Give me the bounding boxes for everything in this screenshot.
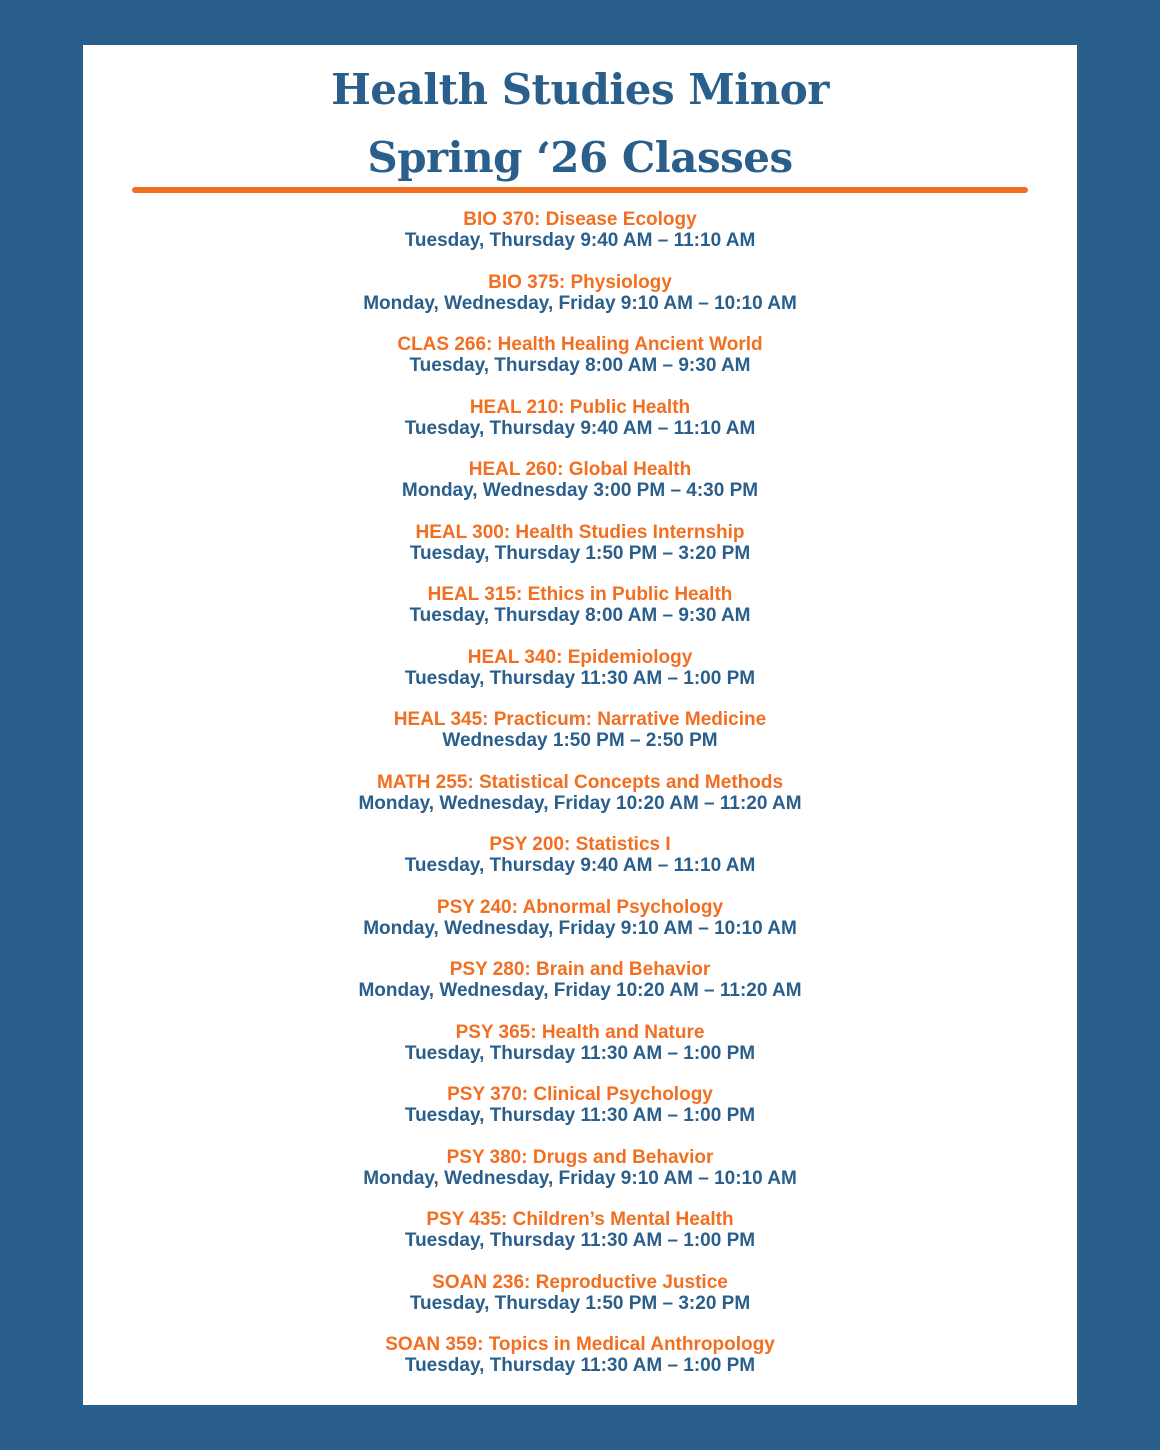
- course-name: SOAN 359: Topics in Medical Anthropology: [385, 1334, 775, 1355]
- course-entry: [83, 647, 1077, 710]
- course-name: PSY 200: Statistics I: [489, 834, 671, 855]
- course-name: HEAL 340: Epidemiology: [467, 646, 693, 668]
- course-name: PSY 435: Children’s Mental Health: [426, 1209, 734, 1230]
- course-list: [83, 209, 1077, 1397]
- course-schedule: Monday, Wednesday, Friday 9:10 AM – 10:10 AM: [363, 917, 797, 939]
- course-entry: [83, 334, 1077, 397]
- course-schedule: Monday, Wednesday 3:00 PM – 4:30 PM: [401, 480, 759, 501]
- course-entry: [83, 522, 1077, 585]
- course-entry: [83, 1147, 1077, 1210]
- course-name: HEAL 300: Health Studies Internship: [415, 521, 745, 543]
- orange-divider: [132, 187, 1028, 193]
- course-entry: [83, 209, 1077, 272]
- course-entry: [83, 834, 1077, 897]
- course-entry: [83, 1272, 1077, 1335]
- course-entry: [83, 1334, 1077, 1397]
- course-schedule: Tuesday, Thursday 8:00 AM – 9:30 AM: [409, 605, 751, 626]
- course-entry: [83, 584, 1077, 647]
- course-name: MATH 255: Statistical Concepts and Methods: [376, 771, 784, 793]
- course-schedule: Tuesday, Thursday 9:40 AM – 11:10 AM: [404, 230, 756, 251]
- course-name: HEAL 345: Practicum: Narrative Medicine: [393, 709, 767, 730]
- course-schedule: Tuesday, Thursday 9:40 AM – 11:10 AM: [404, 417, 756, 439]
- course-name: CLAS 266: Health Healing Ancient World: [397, 334, 763, 355]
- course-name: PSY 280: Brain and Behavior: [449, 959, 711, 980]
- course-entry: [83, 397, 1077, 460]
- course-name: PSY 380: Drugs and Behavior: [446, 1146, 714, 1168]
- course-schedule: Monday, Wednesday, Friday 10:20 AM – 11:20 AM: [358, 980, 802, 1001]
- course-name: PSY 365: Health and Nature: [455, 1021, 705, 1043]
- course-name: HEAL 210: Public Health: [469, 396, 691, 418]
- course-name: BIO 370: Disease Ecology: [463, 209, 697, 230]
- course-name: HEAL 260: Global Health: [468, 459, 692, 480]
- course-name: PSY 240: Abnormal Psychology: [436, 896, 724, 918]
- course-schedule: Tuesday, Thursday 9:40 AM – 11:10 AM: [404, 855, 756, 876]
- course-name: BIO 375: Physiology: [488, 271, 672, 293]
- course-schedule: Monday, Wednesday, Friday 10:20 AM – 11:20 AM: [358, 792, 802, 814]
- flyer-panel: [83, 45, 1077, 1405]
- course-entry: [83, 709, 1077, 772]
- course-entry: [83, 1209, 1077, 1272]
- course-name: SOAN 236: Reproductive Justice: [432, 1271, 728, 1293]
- course-schedule: Tuesday, Thursday 11:30 AM – 1:00 PM: [404, 1355, 756, 1376]
- course-schedule: Tuesday, Thursday 11:30 AM – 1:00 PM: [404, 1105, 756, 1126]
- course-schedule: Monday, Wednesday, Friday 9:10 AM – 10:10 AM: [363, 292, 797, 314]
- course-entry: [83, 772, 1077, 835]
- course-schedule: Tuesday, Thursday 8:00 AM – 9:30 AM: [409, 355, 751, 376]
- course-schedule: Monday, Wednesday, Friday 9:10 AM – 10:10 AM: [363, 1167, 797, 1189]
- course-schedule: Tuesday, Thursday 1:50 PM – 3:20 PM: [409, 1292, 751, 1314]
- course-schedule: Wednesday 1:50 PM – 2:50 PM: [442, 730, 718, 751]
- course-entry: [83, 1022, 1077, 1085]
- course-entry: [83, 959, 1077, 1022]
- course-schedule: Tuesday, Thursday 11:30 AM – 1:00 PM: [404, 1042, 756, 1064]
- course-name: HEAL 315: Ethics in Public Health: [427, 584, 733, 605]
- course-schedule: Tuesday, Thursday 11:30 AM – 1:00 PM: [404, 667, 756, 689]
- title-line-1: Health Studies Minor: [331, 65, 829, 114]
- course-schedule: Tuesday, Thursday 1:50 PM – 3:20 PM: [409, 542, 751, 564]
- course-name: PSY 370: Clinical Psychology: [447, 1084, 713, 1105]
- course-entry: [83, 897, 1077, 960]
- course-entry: [83, 272, 1077, 335]
- course-entry: [83, 459, 1077, 522]
- course-schedule: Tuesday, Thursday 11:30 AM – 1:00 PM: [404, 1230, 756, 1251]
- title-line-2: Spring ‘26 Classes: [367, 133, 793, 182]
- course-entry: [83, 1084, 1077, 1147]
